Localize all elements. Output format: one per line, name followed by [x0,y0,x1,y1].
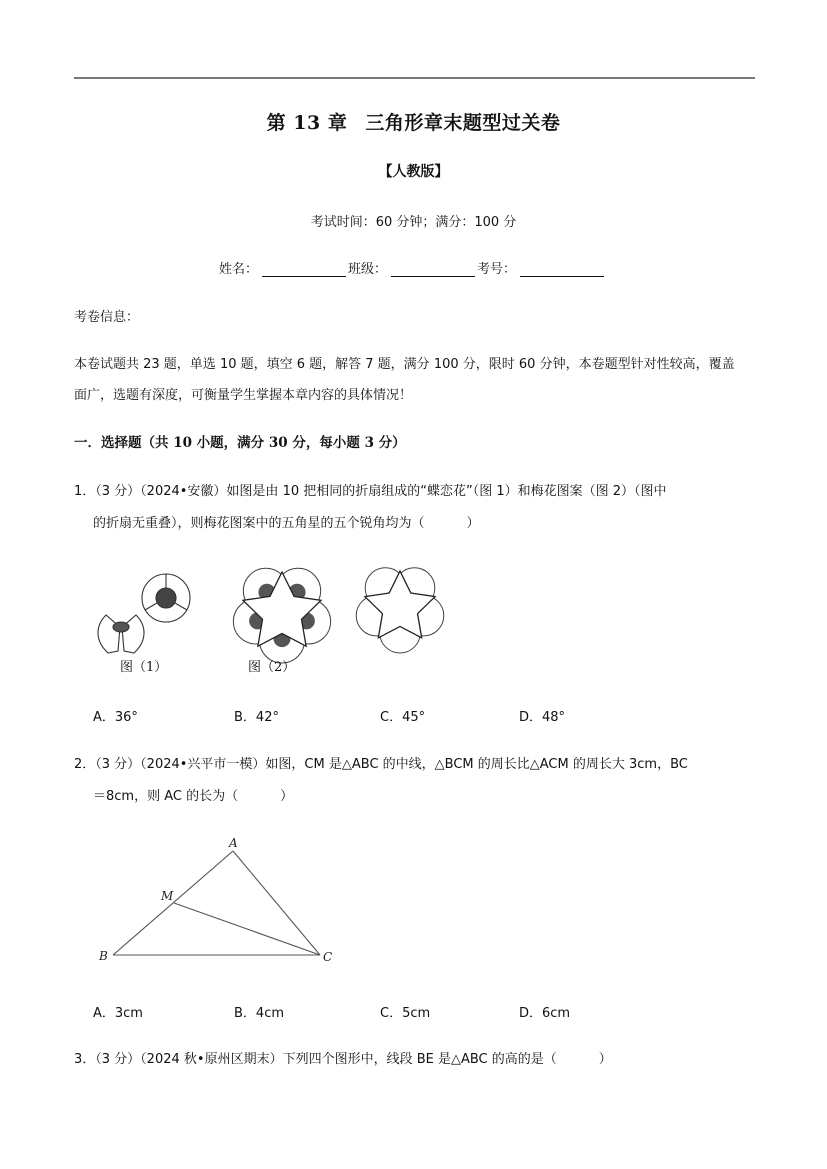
point-m-label: M [161,889,174,903]
figure-plum-blossom [232,563,332,663]
exam-number-blank[interactable] [520,262,604,277]
option-c[interactable]: C．45° [380,710,426,725]
question-number: 2． [74,757,96,772]
figure-star-outline [355,563,445,653]
question-text: （3 分）（2024 秋•原州区期末）下列四个图形中，线段 BE 是△ABC 的高的是（ [95,1052,557,1067]
question-2-line-2 [93,785,293,804]
question-text: ） [466,516,480,531]
figure-2-caption: 图（2） [248,660,296,675]
question-text: （3 分）（2024•兴平市一模）如图，CM 是△ABC 的中线，△BCM 的周长比△ACM 的周长大 3cm，BC [95,757,688,772]
option-b[interactable]: B．4cm [234,1006,285,1021]
fan-center [156,588,176,608]
figure-triangle-abc [95,830,345,970]
vertex-b-label: B [99,949,108,963]
info-line-1: 本卷试题共 23 题，单选 10 题，填空 6 题，解答 7 题，满分 100 分，限时 60 分钟，本卷题型针对性较高，覆盖 [74,357,735,372]
option-a[interactable]: A．3cm [93,1006,143,1021]
figure-butterfly-fans [86,565,196,655]
star-shape [365,571,435,638]
fan-left [98,615,120,653]
option-b[interactable]: B．42° [234,710,279,725]
info-line-2: 面广，选题有深度，可衡量学生掌握本章内容的具体情况！ [74,388,413,403]
fan-right [122,615,144,653]
question-text: 的折扇无重叠），则梅花图案中的五角星的五个锐角均为（ [93,516,425,531]
question-text: （3 分）（2024•安徽）如图是由 10 把相同的折扇组成的“蝶恋花”（图 1）和梅花图案（图 2）（图中 [95,484,667,499]
header-rule [74,77,755,79]
question-2 [74,753,688,772]
title-main: 三角形章末题型过关卷 [365,112,561,134]
page-title [0,108,827,135]
exam-meta: 考试时间：60 分钟；满分：100 分 [310,215,517,230]
section-title: 一．选择题（共 10 小题，满分 30 分，每小题 3 分） [74,435,406,451]
side-ab [113,851,233,955]
student-fields [219,258,606,277]
question-1 [74,480,667,499]
option-d[interactable]: D．6cm [519,1006,571,1021]
exam-number-label: 考号： [477,262,517,277]
option-a[interactable]: A．36° [93,710,138,725]
figure-1-caption: 图（1） [120,660,168,675]
vertex-c-label: C [323,950,333,964]
option-d[interactable]: D．48° [519,710,566,725]
question-text: ） [598,1052,612,1067]
class-blank[interactable] [391,262,475,277]
question-text: ） [280,789,294,804]
question-number: 3． [74,1052,96,1067]
name-label: 姓名： [219,262,259,277]
vertex-a-label: A [229,836,238,850]
question-1-line-2 [93,512,480,531]
question-text: ＝8cm，则 AC 的长为（ [93,789,239,804]
edition-label: 【人教版】 [378,164,449,180]
name-blank[interactable] [262,262,346,277]
title-chapter: 第 13 章 [266,112,348,134]
question-3 [74,1048,612,1067]
question-number: 1． [74,484,96,499]
class-label: 班级： [348,262,388,277]
info-heading: 考卷信息： [74,310,140,325]
option-c[interactable]: C．5cm [380,1006,431,1021]
